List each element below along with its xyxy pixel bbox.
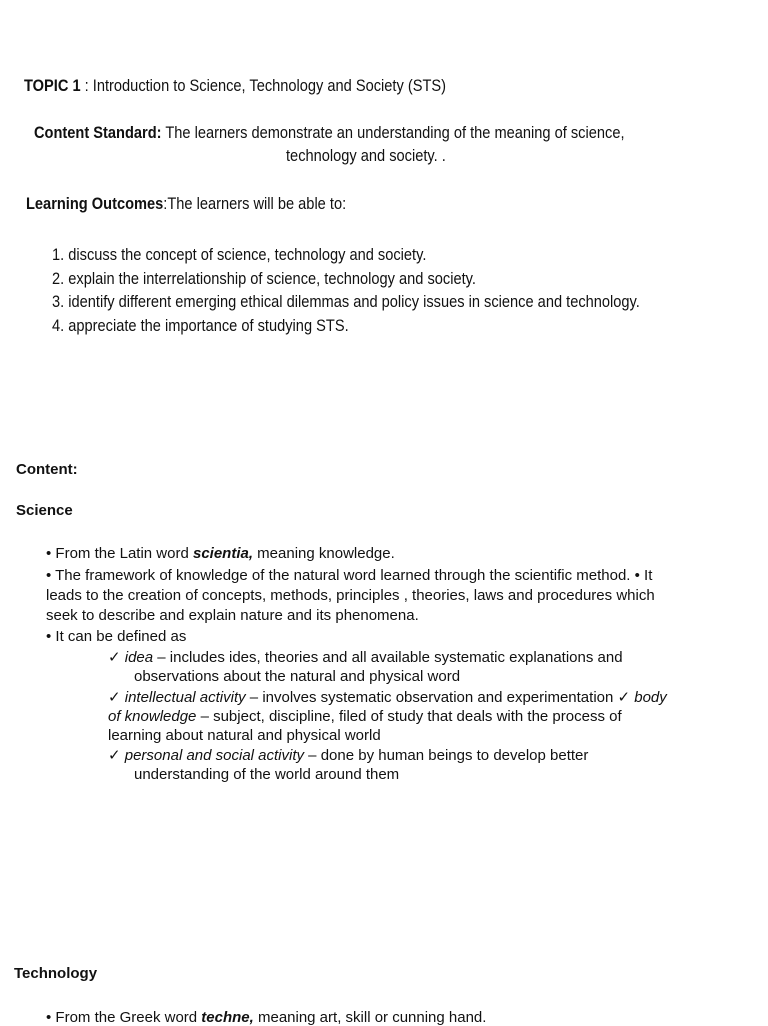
science-bullet-2-line2: leads to the creation of concepts, methods, principles , theories, laws and procedures which xyxy=(46,587,655,604)
list-item: 2. explain the interrelationship of science, technology and society. xyxy=(52,268,476,288)
science-bullet-2-line1: • The framework of knowledge of the natural word learned through the scientific method. • It xyxy=(46,567,653,584)
definition-term: personal and social activity xyxy=(124,747,305,764)
technology-bullet-1-pre: • From the Greek word xyxy=(46,1009,202,1026)
check-icon: ✓ xyxy=(108,649,125,666)
learning-outcomes-list xyxy=(52,243,640,337)
topic-label: TOPIC 1 xyxy=(24,76,81,95)
content-standard-text-1: The learners demonstrate an understanding of the meaning of science, xyxy=(161,123,625,142)
technology-term-techne: techne, xyxy=(201,1009,254,1026)
list-item: 3. identify different emerging ethical dilemmas and policy issues in science and technology. xyxy=(52,292,640,311)
check-icon: ✓ xyxy=(108,747,125,764)
learning-outcomes-text: :The learners will be able to: xyxy=(163,194,347,213)
topic-line xyxy=(24,76,446,96)
content-standard-label: Content Standard: xyxy=(34,123,162,142)
definition-personal-social-line2: understanding of the world around them xyxy=(134,766,400,783)
definition-term: intellectual activity xyxy=(124,689,246,706)
technology-bullet-1-post: meaning art, skill or cunning hand. xyxy=(253,1009,487,1026)
content-standard-line1 xyxy=(34,123,625,143)
content-standard-text-2: technology and society. . xyxy=(286,146,446,165)
definition-text: – involves systematic observation and experimentation xyxy=(245,689,618,706)
definition-text: – subject, discipline, filed of study that deals with the process of xyxy=(196,708,622,725)
science-bullet-1-pre: • From the Latin word xyxy=(46,545,193,562)
science-bullet-2-line3: seek to describe and explain nature and its phenomena. xyxy=(46,607,419,624)
topic-text: : Introduction to Science, Technology and Society (STS) xyxy=(80,76,447,95)
definition-text: – includes ides, theories and all available systematic explanations and xyxy=(153,649,623,666)
definition-term: body xyxy=(634,689,667,706)
definition-term: idea xyxy=(124,649,154,666)
definition-personal-social-line1 xyxy=(108,746,588,764)
science-bullet-1-post: meaning knowledge. xyxy=(253,545,395,562)
definition-text: – done by human beings to develop better xyxy=(304,747,589,764)
technology-heading: Technology xyxy=(14,965,98,982)
science-term-scientia: scientia, xyxy=(192,545,254,562)
list-item: 4. appreciate the importance of studying STS. xyxy=(52,315,349,335)
definition-idea-line2: observations about the natural and physical word xyxy=(134,668,461,685)
content-standard-line2 xyxy=(286,146,446,166)
definition-intellectual-activity xyxy=(108,688,667,706)
learning-outcomes-heading xyxy=(26,194,346,214)
check-icon: ✓ xyxy=(108,689,125,706)
learning-outcomes-label: Learning Outcomes xyxy=(26,194,164,213)
list-item: 1. discuss the concept of science, technology and society. xyxy=(52,245,427,264)
science-bullet-3: • It can be defined as xyxy=(46,628,187,645)
definition-idea-line1 xyxy=(108,648,623,666)
check-icon: ✓ xyxy=(617,689,635,706)
technology-bullet-1 xyxy=(46,1009,486,1026)
definition-body-of-knowledge-line2: learning about natural and physical world xyxy=(108,727,381,744)
definition-term: of knowledge xyxy=(108,708,197,725)
science-heading: Science xyxy=(16,502,73,519)
content-heading: Content: xyxy=(16,461,78,478)
science-bullet-1 xyxy=(46,545,395,562)
definition-body-of-knowledge-line1 xyxy=(108,708,622,725)
